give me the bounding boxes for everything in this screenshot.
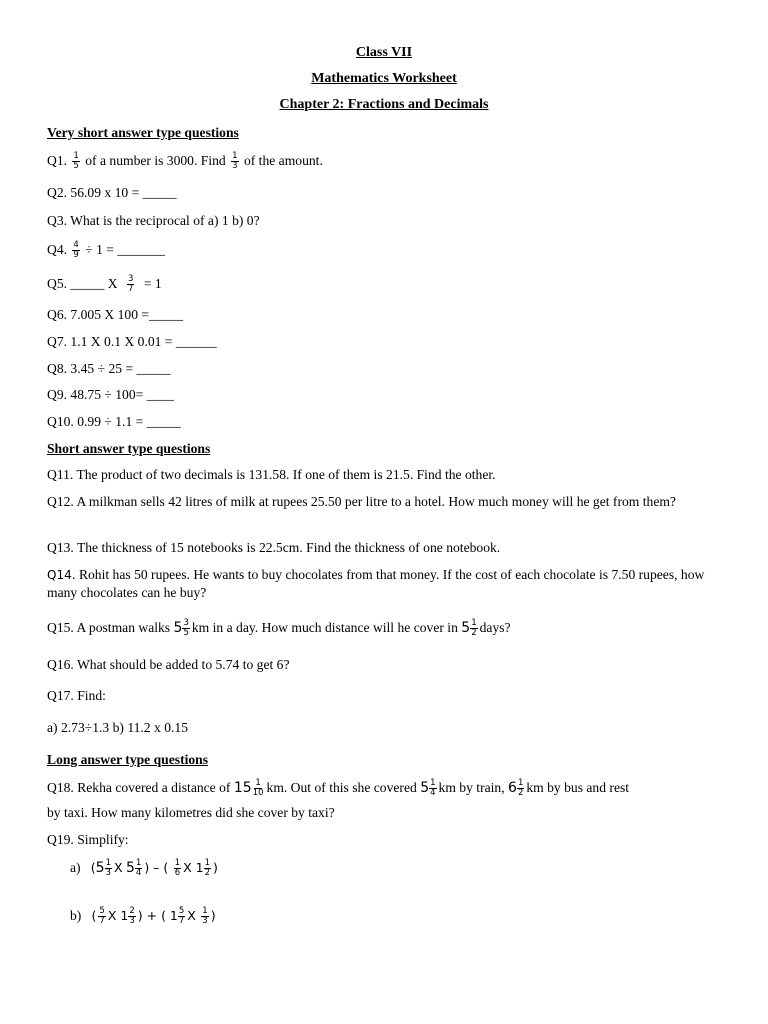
fraction: $\frac{1}{2}$ <box>471 618 477 639</box>
class-title: Class VII <box>355 45 413 60</box>
question-10: Q10. 0.99 ÷ 1.1 = _____ <box>47 414 181 429</box>
fraction: $\frac{3}{7}$ <box>128 274 134 295</box>
fraction: $\frac{1}{4}$ <box>430 778 436 799</box>
fraction: $\frac{1}{3}$ <box>105 858 111 879</box>
section-short: Short answer type questions <box>47 441 211 456</box>
question-8: Q8. 3.45 ÷ 25 = _____ <box>47 361 171 376</box>
question-3: Q3. What is the reciprocal of a) 1 b) 0? <box>47 213 260 228</box>
question-18-line-2: by taxi. How many kilometres did she cover by taxi? <box>47 805 335 820</box>
question-16: Q16. What should be added to 5.74 to get 6? <box>47 657 290 672</box>
question-17: Q17. Find: <box>47 688 106 703</box>
question-19-a: a) (5 $\frac{1}{3}$ X 5 $\frac{1}{4}$ ) – ( $\frac{1}{6}$ X 1 $\frac{1}{2}$ ) <box>70 858 218 879</box>
fraction: $\frac{1}{6}$ <box>174 858 181 879</box>
question-19: Q19. Simplify: <box>47 832 129 847</box>
question-6: Q6. 7.005 X 100 =_____ <box>47 307 184 322</box>
chapter-title: Chapter 2: Fractions and Decimals <box>279 97 489 112</box>
question-19-b: b) ( $\frac{5}{7}$ X 1 $\frac{2}{3}$ ) + ( 1 $\frac{5}{7}$ X $\frac{1}{3}$ ) <box>70 906 216 927</box>
fraction: $\frac{1}{10}$ <box>252 778 264 799</box>
question-5: Q5. _____ X $\frac{3}{7}$ = 1 <box>47 274 162 295</box>
question-14: Q14. Rohit has 50 rupees. He wants to buy chocolates from that money. If the cost of each chocolate is 7.50 rupees, how many chocolates can he buy? <box>47 567 705 600</box>
section-very-short: Very short answer type questions <box>47 125 239 140</box>
fraction: $\frac{1}{2}$ <box>204 858 211 879</box>
question-13: Q13. The thickness of 15 notebooks is 22.5cm. Find the thickness of one notebook. <box>47 540 501 555</box>
question-4: Q4. $\frac{4}{9}$ ÷ 1 = _______ <box>47 240 165 261</box>
fraction: $\frac{3}{5}$ <box>183 618 189 639</box>
subject-title: Mathematics Worksheet <box>311 71 457 86</box>
fraction: $\frac{2}{3}$ <box>129 906 135 927</box>
fraction: $\frac{1}{3}$ <box>232 151 238 172</box>
question-12: Q12. A milkman sells 42 litres of milk at rupees 25.50 per litre to a hotel. How much money will he get from them? <box>47 494 676 509</box>
question-11: Q11. The product of two decimals is 131.58. If one of them is 21.5. Find the other. <box>47 467 496 482</box>
fraction: $\frac{1}{3}$ <box>202 906 208 927</box>
question-9: Q9. 48.75 ÷ 100= ____ <box>47 387 174 402</box>
section-long: Long answer type questions <box>47 752 209 767</box>
fraction: $\frac{5}{7}$ <box>178 906 185 927</box>
question-7: Q7. 1.1 X 0.1 X 0.01 = ______ <box>47 334 217 349</box>
fraction: $\frac{4}{9}$ <box>73 240 79 261</box>
fraction: $\frac{1}{5}$ <box>73 151 79 172</box>
fraction: $\frac{5}{7}$ <box>99 906 105 927</box>
question-15: Q15. A postman walks 5 $\frac{3}{5}$ km in a day. How much distance will he cover in 5 $\frac{1}{2}$ days? <box>47 618 511 639</box>
question-18: Q18. Rekha covered a distance of 15 $\frac{1}{10}$ km. Out of this she covered 5 $\frac{1}{4}$ km by train, 6 $\frac{1}{2}$ km by bus and rest <box>47 778 630 799</box>
fraction: $\frac{1}{4}$ <box>135 858 142 879</box>
fraction: $\frac{1}{2}$ <box>517 778 524 799</box>
question-1: Q1. $\frac{1}{5}$ of a number is 3000. Find $\frac{1}{3}$ of the amount. <box>47 151 323 172</box>
question-17-parts: a) 2.73÷1.3 b) 11.2 x 0.15 <box>47 720 188 735</box>
question-2: Q2. 56.09 x 10 = _____ <box>47 185 177 200</box>
